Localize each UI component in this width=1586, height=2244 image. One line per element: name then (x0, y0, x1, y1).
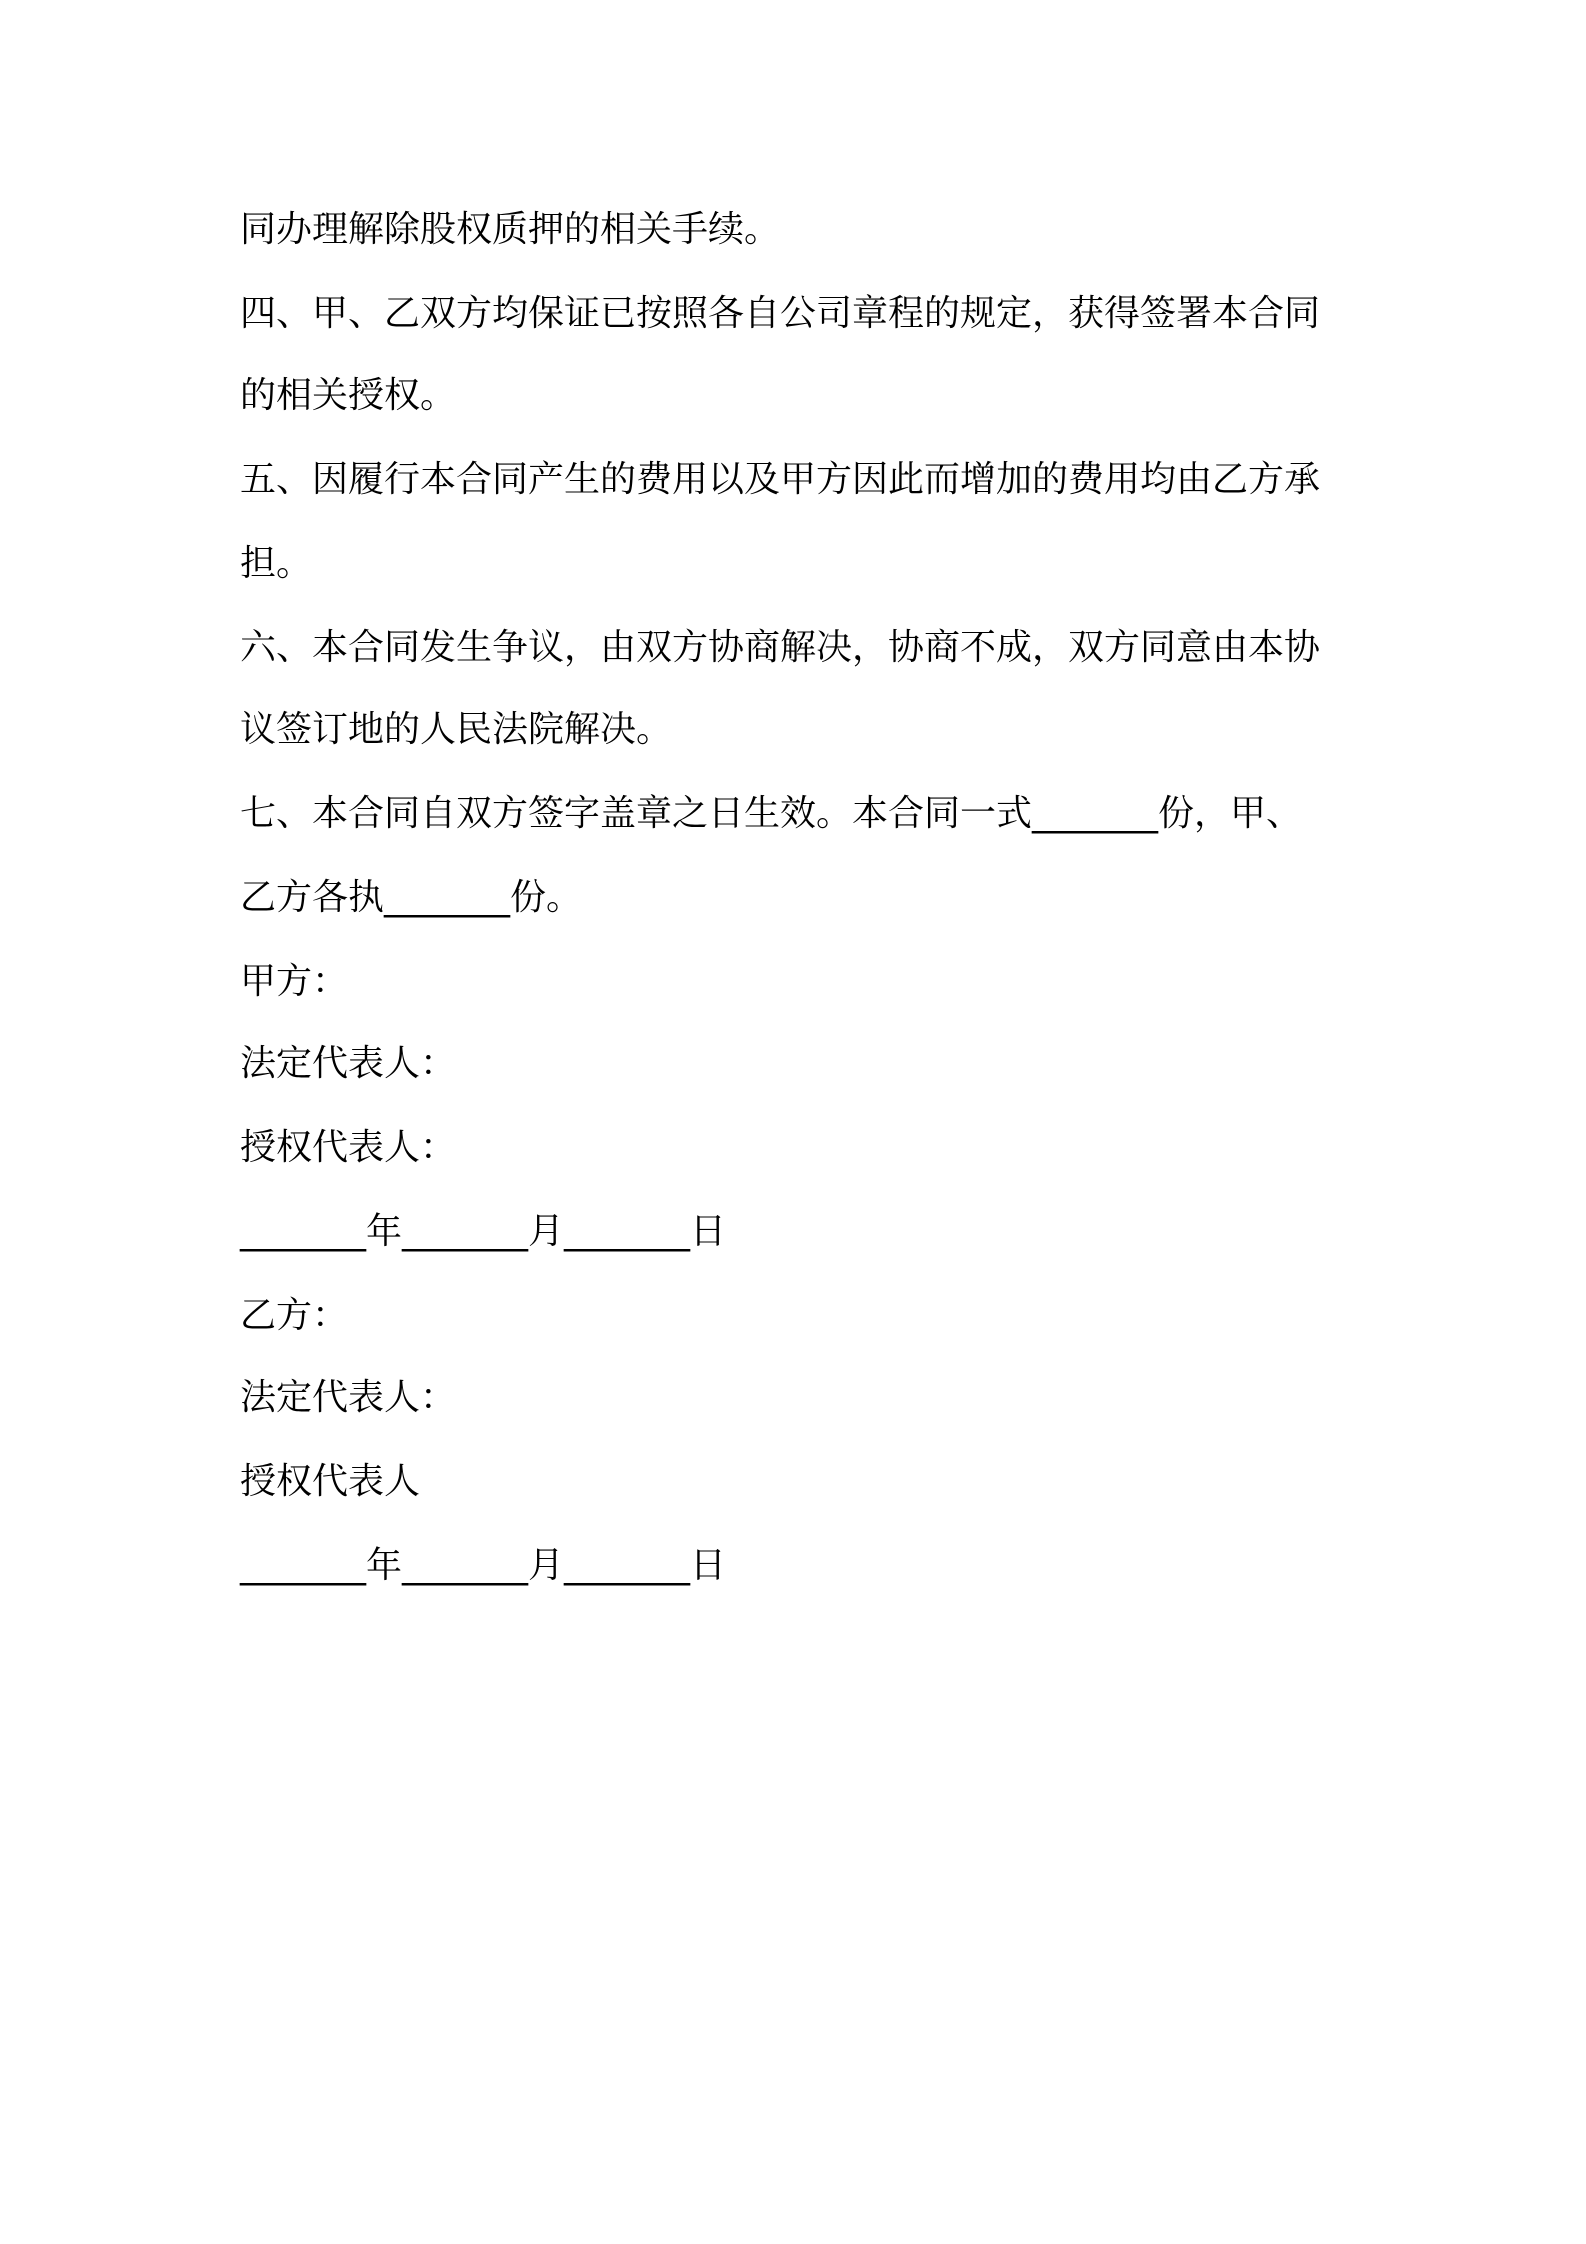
clause-six-line-1: 六、本合同发生争议，由双方协商解决，协商不成，双方同意由本协 (240, 627, 1321, 668)
party-a-label: 甲方： (240, 961, 349, 1002)
clause-five-line-2: 担。 (240, 543, 313, 584)
party-b-authorized-rep: 授权代表人 (240, 1461, 421, 1502)
clause-seven-line-1: 七、本合同自双方签字盖章之日生效。本合同一式_______份，甲、 (240, 793, 1303, 834)
clause-five-line-1: 五、因履行本合同产生的费用以及甲方因此而增加的费用均由乙方承 (240, 459, 1321, 500)
clause-four-line-1: 四、甲、乙双方均保证已按照各自公司章程的规定，获得签署本合同 (240, 293, 1321, 334)
clause-four-line-2: 的相关授权。 (240, 375, 457, 416)
party-b-label: 乙方： (240, 1295, 349, 1336)
party-a-legal-rep: 法定代表人： (240, 1043, 457, 1084)
clause-seven-line-2: 乙方各执_______份。 (240, 877, 583, 918)
party-a-authorized-rep: 授权代表人： (240, 1127, 457, 1168)
clause-six-line-2: 议签订地的人民法院解决。 (240, 709, 673, 750)
party-a-date: _______年_______月_______日 (240, 1211, 726, 1252)
party-b-legal-rep: 法定代表人： (240, 1377, 457, 1418)
clause-continuation-line: 同办理解除股权质押的相关手续。 (240, 209, 781, 250)
party-b-date: _______年_______月_______日 (240, 1545, 726, 1586)
